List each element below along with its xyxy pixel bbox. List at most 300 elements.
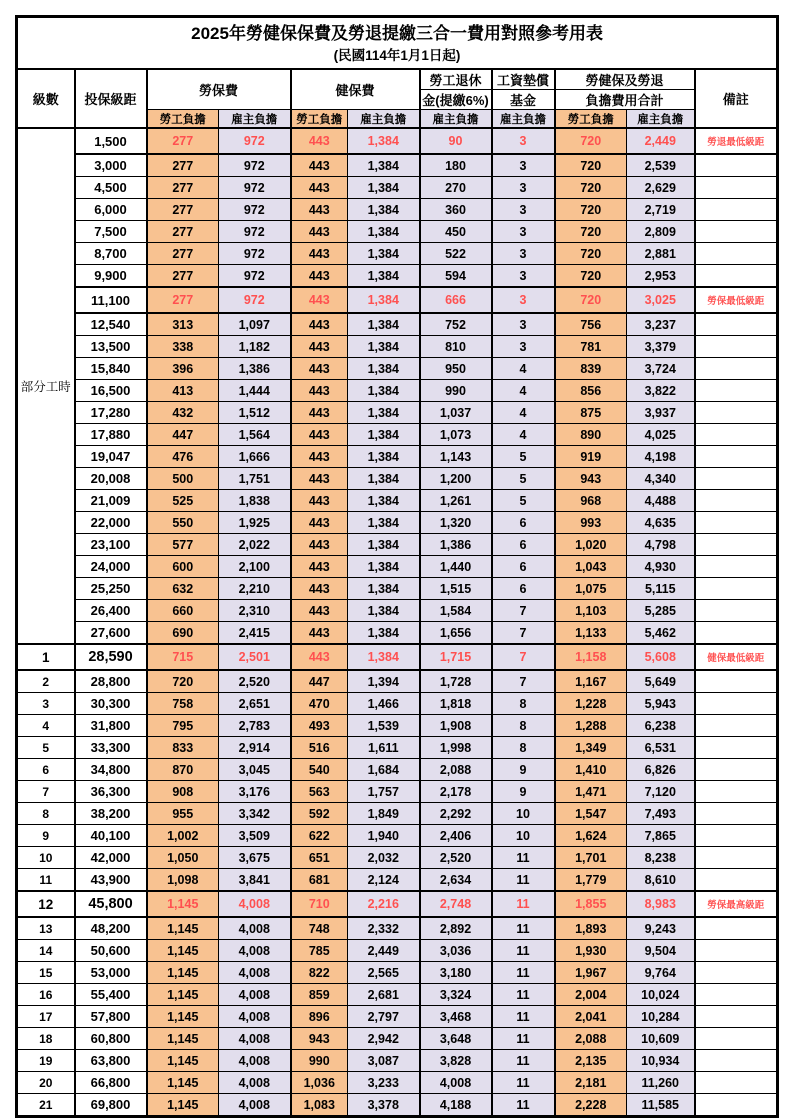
value-cell: 908 [147,781,219,803]
value-cell: 1,908 [420,715,492,737]
value-cell: 1,444 [219,380,291,402]
value-cell: 1,384 [348,177,420,199]
value-cell: 277 [147,265,219,288]
table-row [17,670,778,693]
level-cell: 8 [17,803,75,825]
remark-cell [695,1006,778,1028]
table-body [17,128,778,1117]
value-cell: 3 [492,221,555,243]
remark-cell [695,869,778,892]
remark-cell [695,1094,778,1117]
value-cell: 1,384 [348,402,420,424]
level-cell: 20 [17,1072,75,1094]
value-cell: 2,228 [555,1094,627,1117]
value-cell: 4,008 [219,1028,291,1050]
value-cell: 4,008 [219,917,291,940]
value-cell: 476 [147,446,219,468]
value-cell: 2,539 [627,154,695,177]
value-cell: 6 [492,534,555,556]
value-cell: 1,751 [219,468,291,490]
value-cell: 822 [291,962,348,984]
remark-cell [695,221,778,243]
value-cell: 2,953 [627,265,695,288]
table-row [17,243,778,265]
page-subtitle: (民國114年1月1日起) [333,47,461,63]
value-cell: 1,036 [291,1072,348,1094]
value-cell: 10,024 [627,984,695,1006]
value-cell: 6 [492,556,555,578]
value-cell: 2,797 [348,1006,420,1028]
value-cell: 839 [555,358,627,380]
value-cell: 3 [492,199,555,221]
value-cell: 592 [291,803,348,825]
subheader-total-employer: 雇主負擔 [627,109,695,128]
remark-cell [695,446,778,468]
bracket-cell: 7,500 [75,221,147,243]
value-cell: 5,115 [627,578,695,600]
value-cell: 447 [291,670,348,693]
value-cell: 277 [147,221,219,243]
value-cell: 443 [291,154,348,177]
value-cell: 720 [555,243,627,265]
value-cell: 3 [492,313,555,336]
remark-cell [695,424,778,446]
value-cell: 11 [492,940,555,962]
value-cell: 277 [147,128,219,154]
value-cell: 1,145 [147,1028,219,1050]
table-row [17,1006,778,1028]
remark-cell [695,380,778,402]
value-cell: 432 [147,402,219,424]
bracket-cell: 8,700 [75,243,147,265]
value-cell: 516 [291,737,348,759]
table-row [17,556,778,578]
bracket-cell: 60,800 [75,1028,147,1050]
value-cell: 1,564 [219,424,291,446]
value-cell: 5 [492,446,555,468]
value-cell: 2,748 [420,891,492,917]
bracket-cell: 13,500 [75,336,147,358]
level-cell: 19 [17,1050,75,1072]
value-cell: 500 [147,468,219,490]
value-cell: 277 [147,287,219,313]
value-cell: 2,088 [420,759,492,781]
remark-cell [695,512,778,534]
value-cell: 3,342 [219,803,291,825]
subheader-labor-employer: 雇主負擔 [219,109,291,128]
value-cell: 3 [492,336,555,358]
value-cell: 1,940 [348,825,420,847]
value-cell: 1,050 [147,847,219,869]
value-cell: 5 [492,490,555,512]
remark-cell: 勞保最高級距 [695,891,778,917]
table-row [17,644,778,670]
value-cell: 8,238 [627,847,695,869]
value-cell: 443 [291,313,348,336]
table-row [17,578,778,600]
value-cell: 4,188 [420,1094,492,1117]
table-row [17,1072,778,1094]
col-header-health-insurance: 健保費 [291,69,420,110]
remark-cell [695,847,778,869]
value-cell: 1,288 [555,715,627,737]
title-block [17,17,778,69]
value-cell: 1,818 [420,693,492,715]
value-cell: 1,547 [555,803,627,825]
value-cell: 1,073 [420,424,492,446]
value-cell: 1,384 [348,336,420,358]
level-cell: 2 [17,670,75,693]
col-header-level: 級數 [17,69,75,129]
value-cell: 4,798 [627,534,695,556]
value-cell: 11,260 [627,1072,695,1094]
value-cell: 875 [555,402,627,424]
value-cell: 443 [291,402,348,424]
value-cell: 10 [492,803,555,825]
bracket-cell: 36,300 [75,781,147,803]
bracket-cell: 53,000 [75,962,147,984]
value-cell: 720 [555,128,627,154]
value-cell: 550 [147,512,219,534]
value-cell: 2,124 [348,869,420,892]
value-cell: 270 [420,177,492,199]
value-cell: 11 [492,1006,555,1028]
value-cell: 2,634 [420,869,492,892]
value-cell: 1,757 [348,781,420,803]
level-cell: 13 [17,917,75,940]
value-cell: 493 [291,715,348,737]
remark-cell [695,759,778,781]
value-cell: 4,008 [219,891,291,917]
table-row [17,759,778,781]
value-cell: 1,200 [420,468,492,490]
value-cell: 443 [291,622,348,645]
value-cell: 890 [555,424,627,446]
value-cell: 2,210 [219,578,291,600]
bracket-cell: 66,800 [75,1072,147,1094]
bracket-cell: 30,300 [75,693,147,715]
bracket-cell: 27,600 [75,622,147,645]
value-cell: 3,822 [627,380,695,402]
value-cell: 1,098 [147,869,219,892]
value-cell: 758 [147,693,219,715]
value-cell: 3,675 [219,847,291,869]
table-row [17,984,778,1006]
value-cell: 360 [420,199,492,221]
value-cell: 1,182 [219,336,291,358]
bracket-cell: 3,000 [75,154,147,177]
value-cell: 1,145 [147,1050,219,1072]
value-cell: 2,520 [219,670,291,693]
value-cell: 1,145 [147,1006,219,1028]
value-cell: 1,384 [348,534,420,556]
value-cell: 1,967 [555,962,627,984]
value-cell: 443 [291,336,348,358]
value-cell: 1,145 [147,940,219,962]
table-row [17,1028,778,1050]
value-cell: 443 [291,446,348,468]
bracket-cell: 17,880 [75,424,147,446]
level-cell: 16 [17,984,75,1006]
value-cell: 1,145 [147,1094,219,1117]
bracket-cell: 50,600 [75,940,147,962]
value-cell: 4 [492,380,555,402]
table-row [17,177,778,199]
bracket-cell: 12,540 [75,313,147,336]
value-cell: 6 [492,512,555,534]
value-cell: 7,493 [627,803,695,825]
bracket-cell: 28,590 [75,644,147,670]
value-cell: 660 [147,600,219,622]
value-cell: 7 [492,644,555,670]
value-cell: 3 [492,265,555,288]
remark-cell [695,803,778,825]
col-header-remark: 備註 [695,69,778,129]
value-cell: 180 [420,154,492,177]
value-cell: 3,324 [420,984,492,1006]
value-cell: 972 [219,177,291,199]
bracket-cell: 26,400 [75,600,147,622]
value-cell: 4 [492,358,555,380]
bracket-cell: 69,800 [75,1094,147,1117]
value-cell: 2,809 [627,221,695,243]
value-cell: 856 [555,380,627,402]
value-cell: 720 [147,670,219,693]
table-row [17,221,778,243]
value-cell: 1,410 [555,759,627,781]
value-cell: 1,512 [219,402,291,424]
value-cell: 1,930 [555,940,627,962]
value-cell: 1,384 [348,622,420,645]
value-cell: 313 [147,313,219,336]
value-cell: 10,609 [627,1028,695,1050]
table-row [17,287,778,313]
value-cell: 443 [291,424,348,446]
value-cell: 1,684 [348,759,420,781]
value-cell: 9 [492,759,555,781]
table-row [17,199,778,221]
value-cell: 3,045 [219,759,291,781]
value-cell: 1,384 [348,358,420,380]
table-row [17,1094,778,1117]
value-cell: 443 [291,199,348,221]
remark-cell [695,622,778,645]
table-row [17,128,778,154]
remark-cell [695,358,778,380]
value-cell: 1,466 [348,693,420,715]
remark-cell [695,940,778,962]
bracket-cell: 4,500 [75,177,147,199]
value-cell: 1,145 [147,962,219,984]
value-cell: 5,285 [627,600,695,622]
value-cell: 1,043 [555,556,627,578]
value-cell: 2,501 [219,644,291,670]
table-row [17,869,778,892]
value-cell: 1,611 [348,737,420,759]
bracket-cell: 31,800 [75,715,147,737]
table-row [17,490,778,512]
value-cell: 2,041 [555,1006,627,1028]
value-cell: 1,384 [348,512,420,534]
remark-cell [695,556,778,578]
value-cell: 1,145 [147,891,219,917]
value-cell: 338 [147,336,219,358]
value-cell: 1,083 [291,1094,348,1117]
value-cell: 4,008 [219,1072,291,1094]
table-row [17,940,778,962]
value-cell: 810 [420,336,492,358]
value-cell: 2,719 [627,199,695,221]
col-header-bracket: 投保級距 [75,69,147,129]
subheader-wage-fund-employer: 雇主負擔 [492,109,555,128]
remark-cell [695,313,778,336]
bracket-cell: 57,800 [75,1006,147,1028]
value-cell: 2,135 [555,1050,627,1072]
value-cell: 2,178 [420,781,492,803]
value-cell: 1,386 [219,358,291,380]
value-cell: 1,384 [348,468,420,490]
value-cell: 833 [147,737,219,759]
level-cell: 4 [17,715,75,737]
value-cell: 4,008 [219,940,291,962]
remark-cell [695,468,778,490]
value-cell: 4,008 [219,1006,291,1028]
value-cell: 11 [492,984,555,1006]
level-cell: 10 [17,847,75,869]
value-cell: 896 [291,1006,348,1028]
value-cell: 1,097 [219,313,291,336]
value-cell: 1,849 [348,803,420,825]
remark-cell [695,1072,778,1094]
value-cell: 990 [291,1050,348,1072]
level-cell: 1 [17,644,75,670]
value-cell: 2,565 [348,962,420,984]
table-row [17,962,778,984]
value-cell: 4,008 [420,1072,492,1094]
value-cell: 443 [291,243,348,265]
table-row [17,891,778,917]
value-cell: 11 [492,917,555,940]
value-cell: 600 [147,556,219,578]
value-cell: 6,531 [627,737,695,759]
value-cell: 1,666 [219,446,291,468]
subheader-pension-employer: 雇主負擔 [420,109,492,128]
value-cell: 8 [492,737,555,759]
bracket-cell: 15,840 [75,358,147,380]
value-cell: 11 [492,1050,555,1072]
value-cell: 4,025 [627,424,695,446]
value-cell: 1,384 [348,490,420,512]
level-cell: 18 [17,1028,75,1050]
value-cell: 2,004 [555,984,627,1006]
value-cell: 651 [291,847,348,869]
value-cell: 7 [492,622,555,645]
value-cell: 1,624 [555,825,627,847]
table-row [17,847,778,869]
value-cell: 1,384 [348,154,420,177]
value-cell: 443 [291,556,348,578]
value-cell: 11 [492,847,555,869]
table-row [17,380,778,402]
value-cell: 715 [147,644,219,670]
level-cell: 12 [17,891,75,917]
value-cell: 756 [555,313,627,336]
value-cell: 748 [291,917,348,940]
value-cell: 3,378 [348,1094,420,1117]
value-cell: 11 [492,1094,555,1117]
value-cell: 3,087 [348,1050,420,1072]
bracket-cell: 55,400 [75,984,147,1006]
col-header-total-line1: 勞健保及勞退 [555,69,695,90]
value-cell: 720 [555,287,627,313]
value-cell: 10,934 [627,1050,695,1072]
level-cell: 6 [17,759,75,781]
value-cell: 11 [492,891,555,917]
value-cell: 5 [492,468,555,490]
remark-cell [695,1028,778,1050]
value-cell: 1,075 [555,578,627,600]
value-cell: 396 [147,358,219,380]
value-cell: 3,237 [627,313,695,336]
value-cell: 2,292 [420,803,492,825]
value-cell: 6,238 [627,715,695,737]
remark-cell [695,962,778,984]
value-cell: 6 [492,578,555,600]
premium-reference-table [15,15,779,1118]
remark-cell [695,265,778,288]
value-cell: 5,943 [627,693,695,715]
value-cell: 1,349 [555,737,627,759]
value-cell: 1,384 [348,424,420,446]
value-cell: 943 [291,1028,348,1050]
value-cell: 1,384 [348,446,420,468]
value-cell: 1,103 [555,600,627,622]
value-cell: 9 [492,781,555,803]
value-cell: 443 [291,265,348,288]
value-cell: 7 [492,670,555,693]
value-cell: 2,449 [627,128,695,154]
value-cell: 1,386 [420,534,492,556]
value-cell: 443 [291,490,348,512]
table-row [17,693,778,715]
bracket-cell: 11,100 [75,287,147,313]
value-cell: 1,384 [348,556,420,578]
value-cell: 450 [420,221,492,243]
remark-cell [695,917,778,940]
bracket-cell: 9,900 [75,265,147,288]
value-cell: 1,133 [555,622,627,645]
value-cell: 443 [291,534,348,556]
remark-cell [695,1050,778,1072]
value-cell: 720 [555,177,627,199]
level-cell: 21 [17,1094,75,1117]
value-cell: 525 [147,490,219,512]
value-cell: 447 [147,424,219,446]
value-cell: 859 [291,984,348,1006]
value-cell: 7,120 [627,781,695,803]
col-header-wage-fund-line1: 工資墊償 [492,69,555,90]
value-cell: 8,610 [627,869,695,892]
value-cell: 443 [291,468,348,490]
value-cell: 720 [555,265,627,288]
table-row [17,358,778,380]
bracket-cell: 48,200 [75,917,147,940]
value-cell: 785 [291,940,348,962]
remark-cell [695,715,778,737]
value-cell: 2,914 [219,737,291,759]
value-cell: 1,656 [420,622,492,645]
value-cell: 972 [219,154,291,177]
